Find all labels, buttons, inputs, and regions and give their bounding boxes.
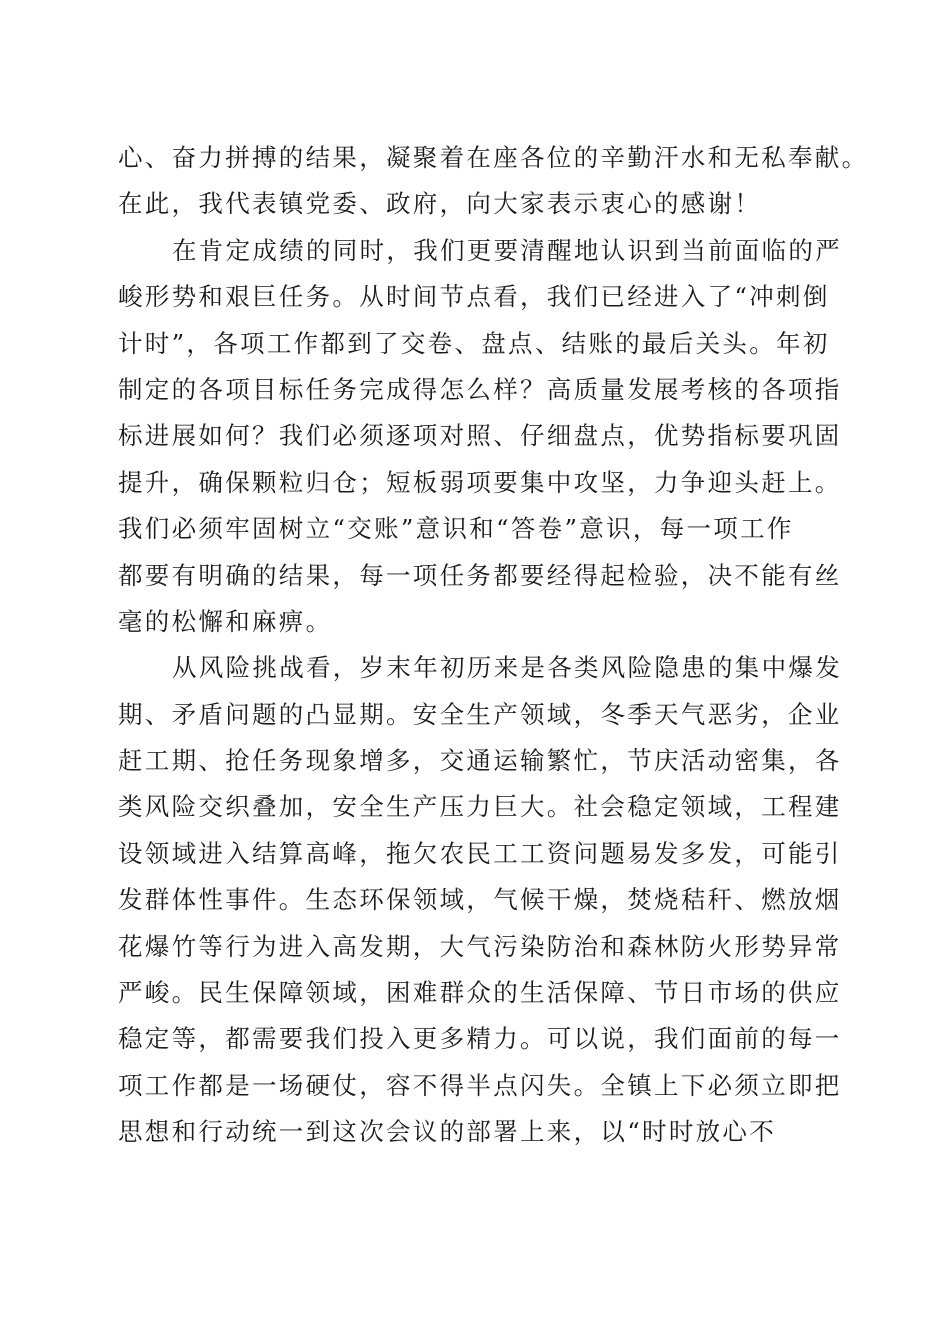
paragraph-start-line: 从风险挑战看，岁末年初历来是各类风险隐患的集中爆发 [172, 653, 842, 683]
text-line: 设领域进入结算高峰，拖欠农民工工资问题易发多发，可能引 [118, 838, 842, 868]
text-line: 峻形势和艰巨任务。从时间节点看，我们已经进入了“冲刺倒 [118, 282, 830, 312]
text-line: 稳定等，都需要我们投入更多精力。可以说，我们面前的每一 [118, 1024, 842, 1054]
text-line: 赶工期、抢任务现象增多，交通运输繁忙，节庆活动密集，各 [118, 746, 842, 776]
text-line: 都要有明确的结果，每一项任务都要经得起检验，决不能有丝 [118, 560, 842, 590]
paragraph-start-line: 在肯定成绩的同时，我们更要清醒地认识到当前面临的严 [172, 235, 842, 265]
text-line: 心、奋力拼搏的结果，凝聚着在座各位的辛勤汗水和无私奉献。 [118, 143, 869, 172]
text-line: 发群体性事件。生态环保领域，气候干燥，焚烧秸秆、燃放烟 [118, 885, 842, 915]
text-line: 严峻。民生保障领域，困难群众的生活保障、节日市场的供应 [118, 978, 842, 1008]
text-line: 我们必须牢固树立“交账”意识和“答卷”意识，每一项工作 [118, 514, 794, 544]
text-line: 标进展如何？我们必须逐项对照、仔细盘点，优势指标要巩固 [118, 421, 842, 451]
text-line: 提升，确保颗粒归仓；短板弱项要集中攻坚，力争迎头赶上。 [118, 467, 842, 497]
text-line: 毫的松懈和麻痹。 [118, 606, 333, 636]
text-line: 思想和行动统一到这次会议的部署上来，以“时时放心不 [118, 1117, 777, 1147]
body-text [118, 135, 869, 1156]
text-line: 项工作都是一场硬仗，容不得半点闪失。全镇上下必须立即把 [118, 1070, 842, 1100]
text-line: 计时”，各项工作都到了交卷、盘点、结账的最后关头。年初 [118, 328, 830, 358]
text-line: 类风险交织叠加，安全生产压力巨大。社会稳定领域，工程建 [118, 792, 842, 822]
text-line: 制定的各项目标任务完成得怎么样？高质量发展考核的各项指 [118, 374, 842, 404]
text-line: 花爆竹等行为进入高发期，大气污染防治和森林防火形势异常 [118, 931, 842, 961]
text-line: 期、矛盾问题的凸显期。安全生产领域，冬季天气恶劣，企业 [118, 699, 842, 729]
text-line: 在此，我代表镇党委、政府，向大家表示衷心的感谢！ [118, 189, 762, 219]
